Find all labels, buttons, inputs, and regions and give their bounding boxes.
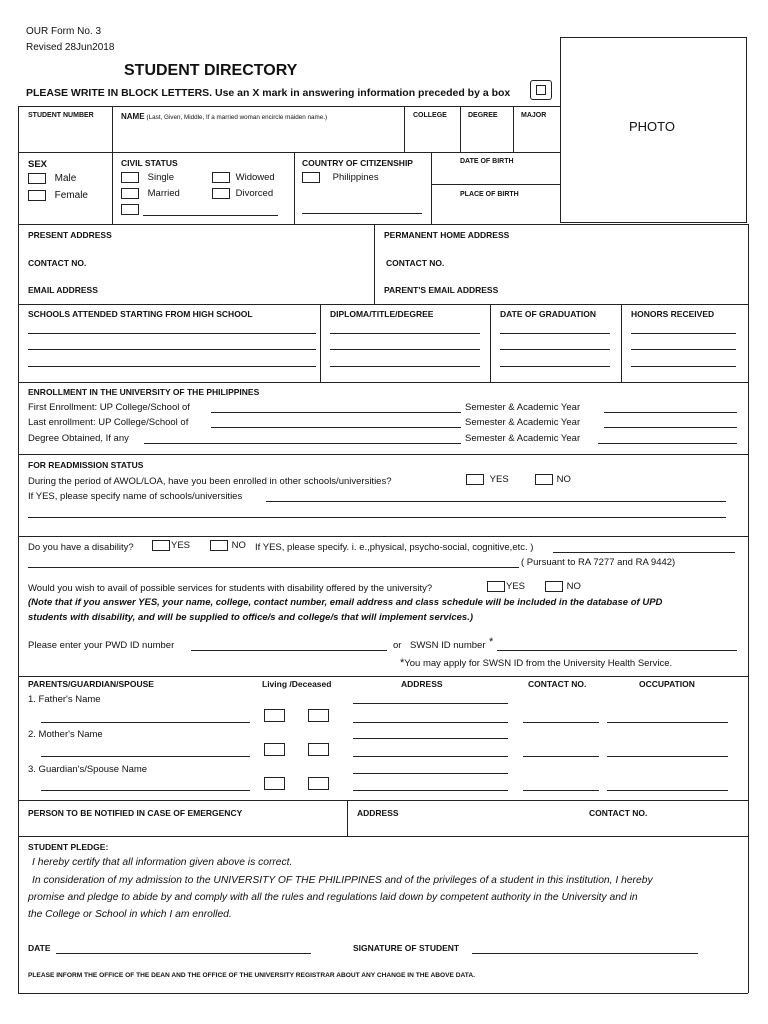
graduation-line[interactable] [500, 366, 610, 367]
graduation-line[interactable] [500, 333, 610, 334]
mother-address-line[interactable] [353, 738, 508, 739]
diploma-line[interactable] [330, 366, 480, 367]
pledge-line-1: I hereby certify that all information given above is correct. [32, 857, 293, 868]
disability-line-2[interactable] [28, 567, 519, 568]
schools-attended-label: SCHOOLS ATTENDED STARTING FROM HIGH SCHOOL [28, 309, 253, 319]
pwd-line[interactable] [191, 650, 387, 651]
degree-obtained-label: Degree Obtained, If any [28, 433, 129, 444]
instruction: PLEASE WRITE IN BLOCK LETTERS. Use an X mark in answering information preceded by a box [26, 87, 511, 99]
father-label: 1. Father's Name [28, 694, 101, 705]
female-option[interactable]: Female [28, 190, 88, 201]
father-living-box[interactable] [264, 709, 285, 722]
readmission-line-2[interactable] [28, 517, 726, 518]
male-checkbox[interactable] [28, 173, 46, 184]
honors-line[interactable] [631, 366, 736, 367]
signature-label: SIGNATURE OF STUDENT [353, 943, 460, 953]
other-country-line[interactable] [302, 213, 422, 214]
readmission-no-checkbox[interactable] [535, 474, 553, 485]
guardian-address-line[interactable] [353, 773, 508, 774]
other-civil-option[interactable] [121, 204, 139, 215]
name-label-group: NAME (Last, Given, Middle, If a married woman encircle maiden name.) [121, 112, 328, 121]
widowed-option[interactable]: Widowed [212, 172, 275, 183]
readmission-yes-checkbox[interactable] [466, 474, 484, 485]
avail-no[interactable]: NO [545, 581, 581, 592]
first-enrollment-label: First Enrollment: UP College/School of [28, 402, 190, 413]
emergency-contact-label: CONTACT NO. [589, 808, 648, 818]
revised-date: Revised 28Jun2018 [26, 42, 115, 53]
father-occupation-line[interactable] [607, 722, 728, 723]
parents-occupation-header: OCCUPATION [639, 679, 695, 689]
father-contact-line[interactable] [523, 722, 599, 723]
sem-year-label-1: Semester & Academic Year [465, 402, 581, 413]
disability-line-1[interactable] [553, 552, 735, 553]
male-option[interactable]: Male [28, 173, 76, 184]
diploma-line[interactable] [330, 349, 480, 350]
guardian-deceased-box[interactable] [308, 777, 329, 790]
pledge-line-3: promise and pledge to abide by and comply with all the rules and regulations laid down by competent authority in the University and in [28, 892, 638, 903]
guardian-living-box[interactable] [264, 777, 285, 790]
enrollment-header: ENROLLMENT IN THE UNIVERSITY OF THE PHILIPPINES [28, 387, 260, 397]
signature-line[interactable] [472, 953, 698, 954]
disability-no[interactable]: NO [210, 540, 246, 551]
philippines-option[interactable]: Philippines [302, 172, 379, 183]
mother-name-line[interactable] [41, 756, 250, 757]
living-deceased-header: Living /Deceased [262, 679, 332, 689]
parents-contact-header: CONTACT NO. [528, 679, 587, 689]
readmission-no[interactable]: NO [535, 474, 571, 485]
married-checkbox[interactable] [121, 188, 139, 199]
guardian-contact-line[interactable] [523, 790, 599, 791]
last-enrollment-line[interactable] [211, 427, 461, 428]
permanent-address-label: PERMANENT HOME ADDRESS [384, 230, 510, 240]
graduation-line[interactable] [500, 349, 610, 350]
married-option[interactable]: Married [121, 188, 180, 199]
graduation-date-label: DATE OF GRADUATION [500, 309, 597, 319]
sex-label: SEX [28, 159, 48, 170]
diploma-line[interactable] [330, 333, 480, 334]
readmission-line-1[interactable] [266, 501, 726, 502]
mother-living-box[interactable] [264, 743, 285, 756]
avail-yes-checkbox[interactable] [487, 581, 505, 592]
avail-yes[interactable]: YES [487, 581, 525, 592]
date-line[interactable] [56, 953, 311, 954]
avail-no-checkbox[interactable] [545, 581, 563, 592]
readmission-header: FOR READMISSION STATUS [28, 460, 144, 470]
mother-label: 2. Mother's Name [28, 729, 103, 740]
contact-label-1: CONTACT NO. [28, 258, 87, 268]
honors-line[interactable] [631, 333, 736, 334]
father-name-line[interactable] [41, 722, 250, 723]
degree-label: DEGREE [468, 112, 498, 119]
parents-header: PARENTS/GUARDIAN/SPOUSE [28, 679, 154, 689]
avail-question: Would you wish to avail of possible services for students with disability offered by the university? [28, 583, 433, 594]
parent-email-label: PARENT'S EMAIL ADDRESS [384, 285, 499, 295]
sem-year-label-2: Semester & Academic Year [465, 417, 581, 428]
parents-address-header: ADDRESS [401, 679, 443, 689]
disability-question: Do you have a disability? [28, 542, 134, 553]
pledge-header: STUDENT PLEDGE: [28, 842, 109, 852]
box-sample-icon [530, 80, 552, 100]
contact-label-2: CONTACT NO. [386, 258, 445, 268]
diploma-label: DIPLOMA/TITLE/DEGREE [330, 309, 434, 319]
philippines-checkbox[interactable] [302, 172, 320, 183]
present-address-label: PRESENT ADDRESS [28, 230, 112, 240]
honors-label: HONORS RECEIVED [631, 309, 715, 319]
pledge-line-2: In consideration of my admission to the UNIVERSITY OF THE PHILIPPINES and of the privileges of a student in this institution, I hereby [32, 875, 653, 886]
swsn-label: SWSN ID number [410, 640, 486, 651]
school-line[interactable] [28, 366, 316, 367]
guardian-address-line[interactable] [353, 790, 508, 791]
first-enrollment-line[interactable] [211, 412, 461, 413]
honors-line[interactable] [631, 349, 736, 350]
school-line[interactable] [28, 349, 316, 350]
emergency-address-label: ADDRESS [357, 808, 399, 818]
father-address-line[interactable] [353, 722, 508, 723]
guardian-name-line[interactable] [41, 790, 250, 791]
student-number-label: STUDENT NUMBER [28, 112, 94, 119]
civil-status-label: CIVIL STATUS [121, 158, 178, 168]
mother-occupation-line[interactable] [607, 756, 728, 757]
swsn-note-group: *You may apply for SWSN ID from the University Health Service. [400, 657, 673, 669]
photo-label: PHOTO [629, 119, 675, 134]
email-label: EMAIL ADDRESS [28, 285, 98, 295]
father-deceased-box[interactable] [308, 709, 329, 722]
disability-yes-checkbox[interactable] [152, 540, 170, 551]
widowed-checkbox[interactable] [212, 172, 230, 183]
avail-note-1: (Note that if you answer YES, your name, college, contact number, email address and class schedule will be included in the database of UPD [28, 597, 663, 608]
degree-obtained-line[interactable] [144, 443, 461, 444]
readmission-question: During the period of AWOL/LOA, have you been enrolled in other schools/universities? [28, 476, 392, 487]
swsn-line[interactable] [497, 650, 737, 651]
emergency-person-label: PERSON TO BE NOTIFIED IN CASE OF EMERGENCY [28, 808, 243, 818]
sem-year-label-3: Semester & Academic Year [465, 433, 581, 444]
disability-yes[interactable]: YES [152, 540, 190, 551]
pledge-footer: PLEASE INFORM THE OFFICE OF THE DEAN AND THE OFFICE OF THE UNIVERSITY REGISTRAR ABOUT ANY CHANGE IN THE ABOVE DATA. [28, 972, 475, 979]
guardian-occupation-line[interactable] [607, 790, 728, 791]
pursuant-note: ( Pursuant to RA 7277 and RA 9442) [521, 557, 676, 568]
last-enrollment-label: Last enrollment: UP College/School of [28, 417, 189, 428]
disability-no-checkbox[interactable] [210, 540, 228, 551]
guardian-label: 3. Guardian's/Spouse Name [28, 764, 148, 775]
divorced-checkbox[interactable] [212, 188, 230, 199]
sem-year-line-3[interactable] [598, 443, 737, 444]
avail-note-2: students with disability, and will be supplied to office/s and college/s that will implement services.) [28, 612, 474, 623]
college-label: COLLEGE [413, 112, 447, 119]
other-civil-line[interactable] [143, 215, 278, 216]
readmission-specify: If YES, please specify name of schools/universities [28, 491, 243, 502]
major-label: MAJOR [521, 112, 547, 119]
country-label: COUNTRY OF CITIZENSHIP [302, 158, 413, 168]
form-title: STUDENT DIRECTORY [124, 62, 298, 79]
pledge-line-4: the College or School in which I am enrolled. [28, 909, 232, 920]
readmission-yes[interactable]: YES [466, 474, 509, 485]
mother-contact-line[interactable] [523, 756, 599, 757]
other-civil-checkbox[interactable] [121, 204, 139, 215]
single-checkbox[interactable] [121, 172, 139, 183]
or-label: or [393, 640, 402, 651]
disability-specify: If YES, please specify. i. e.,physical, psycho-social, cognitive,etc. ) [255, 542, 534, 553]
mother-deceased-box[interactable] [308, 743, 329, 756]
pwd-label: Please enter your PWD ID number [28, 640, 175, 651]
sem-year-line-1[interactable] [604, 412, 737, 413]
female-checkbox[interactable] [28, 190, 46, 201]
date-label: DATE [28, 943, 51, 953]
form-number: OUR Form No. 3 [26, 26, 102, 37]
father-address-line[interactable] [353, 703, 508, 704]
mother-address-line[interactable] [353, 756, 508, 757]
pob-label: PLACE OF BIRTH [460, 191, 519, 198]
divorced-option[interactable]: Divorced [212, 188, 273, 199]
sem-year-line-2[interactable] [604, 427, 737, 428]
swsn-asterisk: * [489, 636, 494, 648]
school-line[interactable] [28, 333, 316, 334]
dob-label: DATE OF BIRTH [460, 158, 514, 165]
photo-box[interactable] [560, 37, 747, 223]
single-option[interactable]: Single [121, 172, 174, 183]
